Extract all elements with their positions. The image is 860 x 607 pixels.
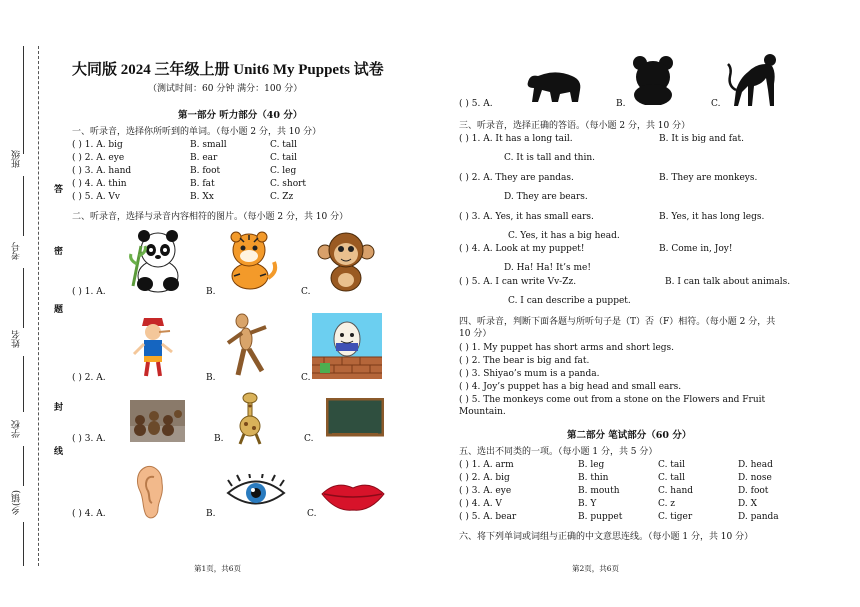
seal-char: 答 [52, 184, 62, 193]
seal-char: 线 [52, 446, 62, 455]
sec5-option: B. leg [578, 460, 605, 470]
sec5-option: ( ) 5. A. bear [459, 512, 517, 522]
bear-silhouette-icon [524, 68, 584, 106]
blank-line [23, 446, 24, 486]
q2-1-label: ( ) 1. A. [72, 287, 106, 297]
q2-2-b: B. [206, 373, 216, 383]
ear-icon [132, 463, 170, 521]
footer-right: 第2页，共6页 [572, 564, 620, 573]
blank-line [23, 356, 24, 412]
sec3-item-c: C. Yes, it has a big head. [508, 231, 620, 241]
q2-4-label: ( ) 4. A. [72, 509, 106, 519]
q2-2-label: ( ) 2. A. [72, 373, 106, 383]
sec4-item: ( ) 3. Shiyao’s mum is a panda. [459, 369, 600, 379]
q2-4-b: B. [206, 509, 216, 519]
sec3-item-a: ( ) 1. A. It has a long tail. [459, 134, 573, 144]
eye-icon [226, 474, 286, 512]
exam-no-label: 考号 [12, 242, 22, 260]
panda-icon [127, 226, 189, 294]
giraffe-puppet-icon [228, 392, 270, 446]
humpty-dumpty-icon [312, 313, 382, 379]
sec4-item: ( ) 5. The monkeys come out from a stone on the Flowers and Fruit [459, 395, 766, 405]
sec5-option: B. mouth [578, 486, 620, 496]
exam-info: （测试时间：60 分钟 满分：100 分） [148, 84, 303, 94]
sec3-item-b: B. I can talk about animals. [665, 277, 791, 287]
q2-3-label: ( ) 3. A. [72, 434, 106, 444]
sec5-option: C. tail [658, 460, 686, 470]
sec5-option: D. foot [738, 486, 769, 496]
q2-5-label: ( ) 5. A. [459, 99, 493, 109]
sec3-item-a: ( ) 4. A. Look at my puppet! [459, 244, 585, 254]
sec5-option: C. hand [658, 486, 694, 496]
sec1-item-b: B. ear [190, 153, 218, 163]
part1-heading: 第一部分 听力部分（40 分） [178, 110, 303, 121]
sec1-item-a: ( ) 3. A. hand [72, 166, 132, 176]
sec5-option: C. tiger [658, 512, 693, 522]
q2-4-c: C. [307, 509, 317, 519]
q2-3-b: B. [214, 434, 224, 444]
seal-char: 题 [52, 304, 62, 313]
sec4-item: ( ) 1. My puppet has short arms and short legs. [459, 343, 675, 353]
sec1-item-a: ( ) 4. A. thin [72, 179, 127, 189]
sec3-item-c: D. Ha! Ha! It’s me! [504, 263, 591, 273]
sec4-heading-wrap: 10 分） [459, 329, 492, 339]
monkeys-photo-icon [130, 400, 185, 442]
sec3-item-c: C. I can describe a puppet. [508, 296, 631, 306]
sec3-item-b: B. They are monkeys. [659, 173, 758, 183]
mouth-icon [320, 478, 386, 512]
class-label: 班级 [12, 150, 22, 168]
monkey-silhouette-icon [726, 50, 784, 108]
page-title: 大同版 2024 三年级上册 Unit6 My Puppets 试卷 [72, 62, 384, 78]
sec3-item-c: C. It is tall and thin. [504, 153, 596, 163]
sec1-item-c: C. short [270, 179, 307, 189]
bear-head-silhouette-icon [630, 55, 676, 105]
sec3-heading: 三、听录音，选择正确的答语。（每小题 2 分，共 10 分） [459, 121, 691, 131]
sec4-item: ( ) 4. Joy’s puppet has a big head and small ears. [459, 382, 682, 392]
name-label: 姓名 [12, 330, 22, 348]
sec5-option: B. Y [578, 499, 597, 509]
wooden-puppet-icon [222, 313, 278, 381]
sec5-option: ( ) 1. A. arm [459, 460, 514, 470]
sec4-heading: 四、听录音，判断下面各题与所听句子是（T）否（F）相符。（每小题 2 分，共 [459, 317, 776, 327]
school-label: 学校 [12, 420, 22, 438]
q2-3-c: C. [304, 434, 314, 444]
q2-5-c: C. [711, 99, 721, 109]
fold-line [38, 46, 39, 566]
sec3-item-a: ( ) 2. A. They are pandas. [459, 173, 574, 183]
sec1-heading: 一、听录音，选择你所听到的单词。（每小题 2 分，共 10 分） [72, 127, 322, 137]
sec6-heading: 六、将下列单词或词组与正确的中文意思连线。（每小题 1 分，共 10 分） [459, 532, 754, 542]
sec3-item-c: D. They are bears. [504, 192, 588, 202]
sec5-option: B. puppet [578, 512, 623, 522]
sec4-item: ( ) 2. The bear is big and fat. [459, 356, 590, 366]
sec5-option: B. thin [578, 473, 609, 483]
part2-heading: 第二部分 笔试部分（60 分） [567, 430, 692, 441]
footer-left: 第1页，共6页 [194, 564, 242, 573]
sec5-option: D. nose [738, 473, 772, 483]
sec1-item-b: B. Xx [190, 192, 214, 202]
monkey-icon [316, 228, 376, 294]
sec3-item-b: B. Yes, it has long legs. [659, 212, 765, 222]
blackboard-icon [326, 398, 384, 438]
sec1-item-c: C. tall [270, 140, 298, 150]
sec1-item-c: C. Zz [270, 192, 294, 202]
blank-line [23, 46, 24, 154]
sec5-option: D. panda [738, 512, 779, 522]
sec5-option: D. X [738, 499, 758, 509]
sec5-option: D. head [738, 460, 773, 470]
blank-line [23, 522, 24, 566]
sec3-item-b: B. Come in, Joy! [659, 244, 733, 254]
sec1-item-b: B. foot [190, 166, 221, 176]
sec5-heading: 五、选出不同类的一项。（每小题 1 分，共 5 分） [459, 447, 658, 457]
sec3-item-a: ( ) 3. A. Yes, it has small ears. [459, 212, 594, 222]
sec1-item-b: B. fat [190, 179, 215, 189]
sec5-option: ( ) 2. A. big [459, 473, 510, 483]
q2-1-c: C. [301, 287, 311, 297]
seal-char: 密 [52, 246, 62, 255]
sec5-option: C. z [658, 499, 676, 509]
blank-line [23, 268, 24, 328]
sec1-item-b: B. small [190, 140, 227, 150]
sec4-item-wrap: Mountain. [459, 407, 506, 417]
q2-1-b: B. [206, 287, 216, 297]
sec5-option: ( ) 4. A. V [459, 499, 502, 509]
pinocchio-icon [128, 316, 178, 382]
sec3-item-b: B. It is big and fat. [659, 134, 744, 144]
sec1-item-c: C. tail [270, 153, 298, 163]
sec5-option: ( ) 3. A. eye [459, 486, 512, 496]
binding-margin [0, 0, 66, 607]
sec5-option: C. tall [658, 473, 686, 483]
q2-2-c: C. [301, 373, 311, 383]
sec1-item-c: C. leg [270, 166, 297, 176]
blank-line [23, 176, 24, 236]
seal-char: 封 [52, 402, 62, 411]
sec1-item-a: ( ) 5. A. Vv [72, 192, 120, 202]
sec1-item-a: ( ) 2. A. eye [72, 153, 125, 163]
tiger-icon [220, 228, 278, 292]
town-label: 乡(镇) [12, 490, 22, 516]
q2-5-b: B. [616, 99, 626, 109]
sec3-item-a: ( ) 5. A. I can write Vv-Zz. [459, 277, 577, 287]
sec1-item-a: ( ) 1. A. big [72, 140, 123, 150]
sec2-heading: 二、听录音，选择与录音内容相符的图片。（每小题 2 分，共 10 分） [72, 212, 349, 222]
